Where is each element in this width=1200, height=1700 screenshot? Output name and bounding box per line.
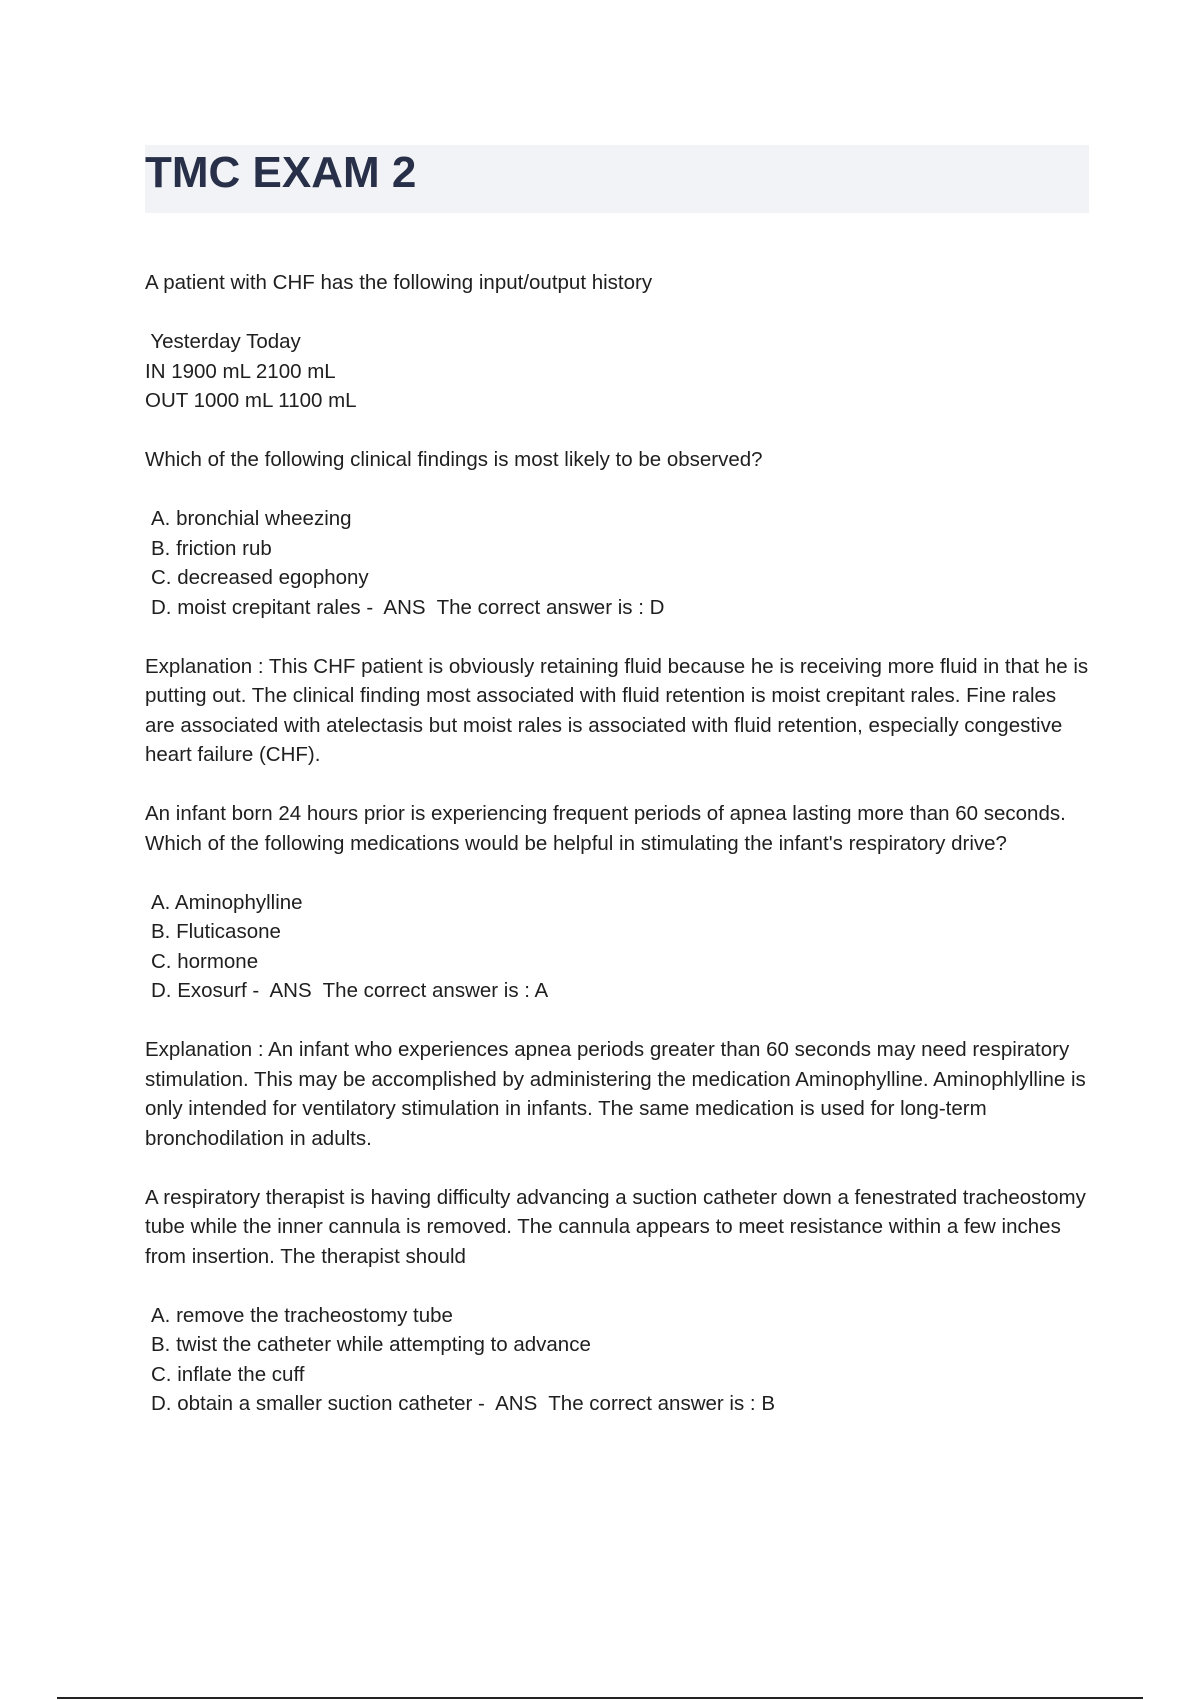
input-output-table <box>145 327 1090 416</box>
question-2-stem: An infant born 24 hours prior is experiencing frequent periods of apnea lasting more than 60 seconds. Which of the following medications would be helpful in stimulating the infant's respiratory drive? <box>145 802 1066 855</box>
question-3-options <box>145 1301 1090 1419</box>
option-c: C. inflate the cuff <box>151 1362 305 1386</box>
table-in-row: IN 1900 mL 2100 mL <box>145 359 336 383</box>
option-a: A. bronchial wheezing <box>151 507 352 530</box>
option-d-with-answer: D. Exosurf - ANS The correct answer is : A <box>151 979 549 1002</box>
option-b: B. Fluticasone <box>151 920 281 943</box>
question-1-stem: A patient with CHF has the following input/output history <box>145 271 653 294</box>
page-bottom-rule <box>57 1697 1143 1699</box>
option-c: C. decreased egophony <box>151 566 369 589</box>
option-a: A. remove the tracheostomy tube <box>151 1303 453 1327</box>
question-1-options <box>145 504 1090 622</box>
option-d-with-answer: D. moist crepitant rales - ANS The correct answer is : D <box>151 595 665 619</box>
document-body <box>145 268 1090 1448</box>
question-1-explanation: Explanation : This CHF patient is obviously retaining fluid because he is receiving more fluid in that he is putting out. The clinical finding most associated with fluid retention is moist crepitant rales. Fine rales are associated with atelectasis but moist rales is associated with fluid retention, especially congestive heart failure (CHF). <box>145 654 1089 766</box>
option-a: A. Aminophylline <box>151 890 303 914</box>
question-2-options <box>145 888 1090 1006</box>
table-out-row: OUT 1000 mL 1100 mL <box>145 389 357 412</box>
question-1-prompt: Which of the following clinical findings is most likely to be observed? <box>145 448 763 471</box>
option-b: B. twist the catheter while attempting to advance <box>151 1333 591 1356</box>
question-2-explanation: Explanation : An infant who experiences apnea periods greater than 60 seconds may need respiratory stimulation. This may be accomplished by administering the medication Aminophylline. Aminophlylline is only intended for ventilatory stimulation in infants. The same medication is used for long-term bronchodilation in adults. <box>145 1038 1086 1150</box>
table-header-row: Yesterday Today <box>145 330 301 353</box>
option-d-with-answer: D. obtain a smaller suction catheter - ANS The correct answer is : B <box>151 1392 775 1415</box>
page-title: TMC EXAM 2 <box>145 148 417 197</box>
option-b: B. friction rub <box>151 536 272 560</box>
option-c: C. hormone <box>151 949 259 973</box>
question-3-stem: A respiratory therapist is having difficulty advancing a suction catheter down a fenestrated tracheostomy tube while the inner cannula is removed. The cannula appears to meet resistance within a few inches from insertion. The therapist should <box>145 1185 1086 1268</box>
